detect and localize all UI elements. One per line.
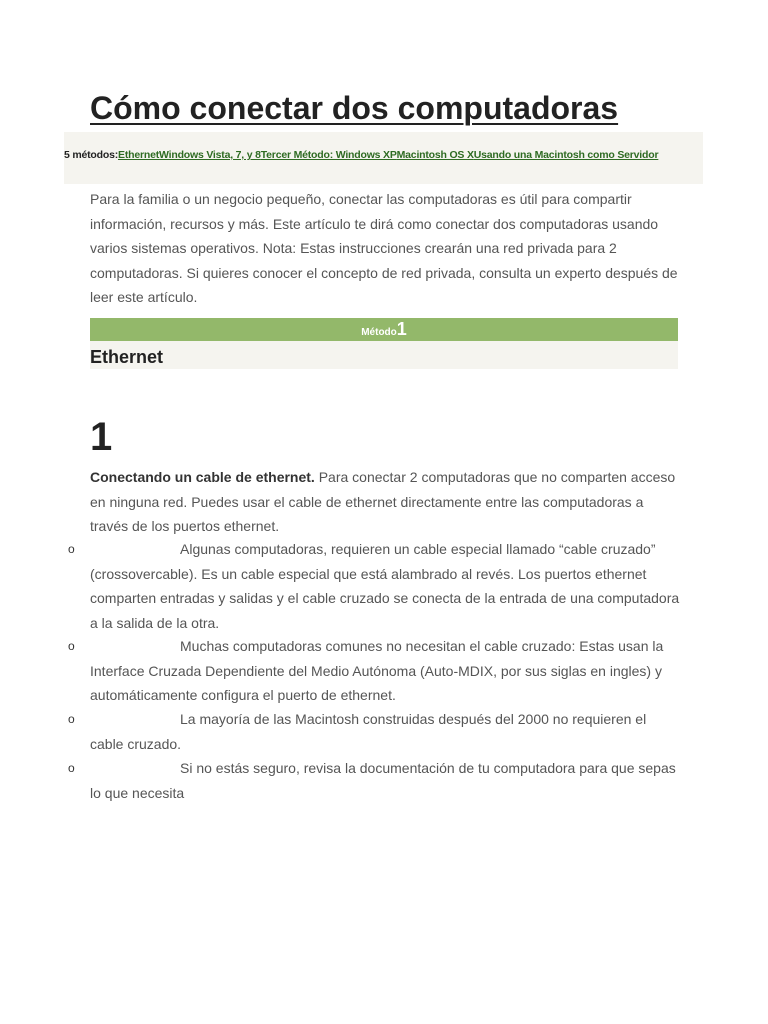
section-title: Ethernet xyxy=(90,347,164,367)
bullet-marker: o xyxy=(68,639,75,653)
step-number: 1 xyxy=(90,415,113,459)
method-link-ethernet[interactable]: Ethernet xyxy=(118,149,160,161)
bullet-marker: o xyxy=(68,542,75,556)
bullet-marker: o xyxy=(68,761,75,775)
bullet-text: La mayoría de las Macintosh construidas después del 2000 no requieren el cable cruzado. xyxy=(90,711,647,752)
page-title: Cómo conectar dos computadoras xyxy=(90,90,619,126)
method-link-windows[interactable]: Windows Vista, 7, y 8 xyxy=(159,149,261,161)
step-text xyxy=(90,465,680,539)
list-item xyxy=(0,756,682,805)
bullet-text: Si no estás seguro, revisa la documentación de tu computadora para que sepas lo que necesita xyxy=(90,760,676,801)
section-bar xyxy=(90,341,678,369)
method-link-macintosh[interactable]: Macintosh OS X xyxy=(396,149,474,161)
methods-nav xyxy=(64,142,694,169)
list-item xyxy=(0,634,682,707)
bullet-text: Muchas computadoras comunes no necesitan el cable cruzado: Estas usan la Interface Cruzada Dependiente del Medio Autónoma (Auto-MDIX, por sus siglas en ingles) y automáticamente configura el puerto de ethernet. xyxy=(90,638,664,703)
intro-paragraph: Para la familia o un negocio pequeño, conectar las computadoras es útil para compartir información, recursos y más. Este artículo te dirá como conectar dos computadoras usando varios sistemas operativos. Nota: Estas instrucciones crearán una red privada para 2 computadoras. Si quieres conocer el concepto de red privada, consulta un experto después de leer este artículo. xyxy=(90,191,678,305)
list-item xyxy=(0,707,682,756)
bullet-marker: o xyxy=(68,712,75,726)
method-link-windows-xp[interactable]: Tercer Método: Windows XP xyxy=(260,149,397,161)
method-number: 1 xyxy=(396,319,407,339)
list-item xyxy=(0,537,682,634)
methods-prefix: 5 métodos: xyxy=(64,149,119,161)
bullet-text: Algunas computadoras, requieren un cable especial llamado “cable cruzado” (crossovercable). Es un cable especial que está alambrado al revés. Los puertos ethernet comparten entradas y salidas y el cable cruzado se conecta de la entrada de una computadora a la salida de la otra. xyxy=(90,541,680,631)
step-body: Para conectar 2 computadoras que no comparten acceso en ninguna red. Puedes usar el cable de ethernet directamente entre las computadoras a través de los puertos ethernet. xyxy=(90,469,676,534)
method-header xyxy=(90,318,678,341)
bullet-list xyxy=(0,537,768,805)
method-link-mac-server[interactable]: Usando una Macintosh como Servidor xyxy=(473,149,659,161)
method-label: Método xyxy=(361,327,397,338)
step-bold-lead: Conectando un cable de ethernet. xyxy=(90,469,315,485)
